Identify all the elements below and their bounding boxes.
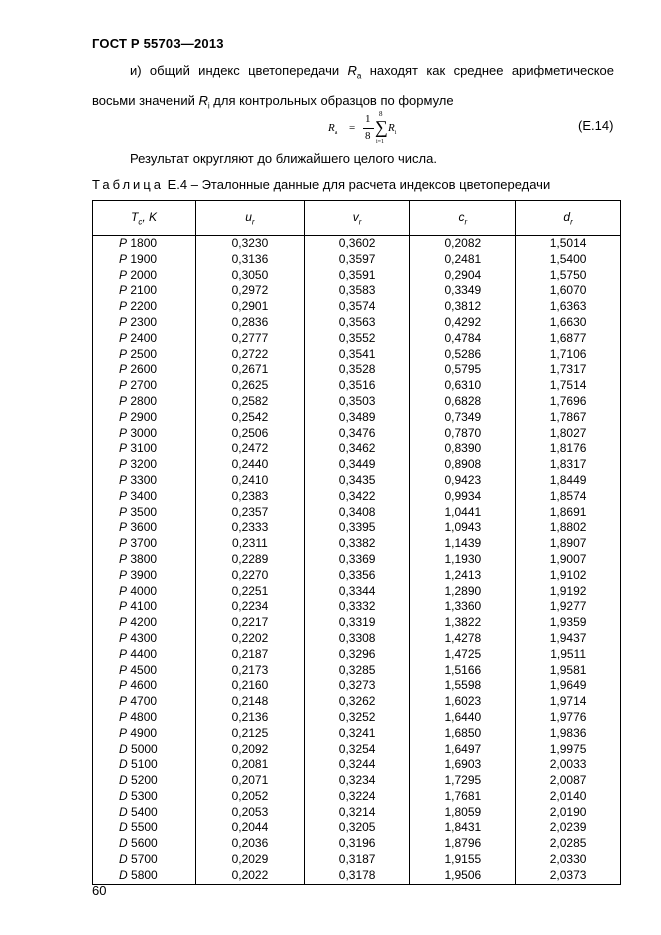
cell-v: 0,3369: [304, 552, 410, 568]
cell-c: 0,8908: [410, 457, 516, 473]
cell-temperature: D 5300: [93, 789, 196, 805]
cell-c: 0,4784: [410, 331, 516, 347]
cell-u: 0,2029: [196, 852, 305, 868]
cell-u: 0,2160: [196, 678, 305, 694]
table-row: [93, 647, 621, 663]
sum-lower-limit: i=1: [376, 139, 385, 145]
fraction-bar: [363, 128, 374, 129]
cell-c: 0,4292: [410, 315, 516, 331]
table-row: [93, 536, 621, 552]
formula-lhs: $R_a$: [328, 122, 338, 137]
table-row: [93, 520, 621, 536]
cell-v: 0,3187: [304, 852, 410, 868]
cell-v: 0,3285: [304, 663, 410, 679]
cell-temperature: P 4500: [93, 663, 196, 679]
table-row: [93, 552, 621, 568]
cell-u: 0,2052: [196, 789, 305, 805]
cell-temperature: P 3600: [93, 520, 196, 536]
table-row: [93, 757, 621, 773]
cell-c: 1,4278: [410, 631, 516, 647]
cell-v: 0,3489: [304, 410, 410, 426]
cell-u: 0,2777: [196, 331, 305, 347]
cell-v: 0,3214: [304, 805, 410, 821]
cell-d: 1,9277: [516, 599, 621, 615]
cell-temperature: P 2200: [93, 299, 196, 315]
cell-u: 0,2044: [196, 820, 305, 836]
table-row: [93, 836, 621, 852]
cell-c: 0,3349: [410, 283, 516, 299]
table-row: [93, 362, 621, 378]
table-header-row: [93, 201, 621, 236]
cell-temperature: P 4900: [93, 726, 196, 742]
cell-temperature: P 4700: [93, 694, 196, 710]
cell-u: 0,2092: [196, 742, 305, 758]
cell-c: 0,6828: [410, 394, 516, 410]
cell-temperature: P 1900: [93, 252, 196, 268]
table-row: [93, 505, 621, 521]
cell-u: 0,2187: [196, 647, 305, 663]
cell-c: 1,6903: [410, 757, 516, 773]
table-row: [93, 268, 621, 284]
table-row: [93, 631, 621, 647]
cell-v: 0,3382: [304, 536, 410, 552]
cell-v: 0,3178: [304, 868, 410, 884]
cell-temperature: P 3800: [93, 552, 196, 568]
cell-v: 0,3395: [304, 520, 410, 536]
cell-c: 0,7870: [410, 426, 516, 442]
cell-v: 0,3591: [304, 268, 410, 284]
cell-d: 2,0373: [516, 868, 621, 884]
cell-u: 0,2217: [196, 615, 305, 631]
cell-v: 0,3273: [304, 678, 410, 694]
cell-d: 2,0239: [516, 820, 621, 836]
cell-v: 0,3602: [304, 236, 410, 252]
cell-d: 1,6070: [516, 283, 621, 299]
cell-temperature: D 5200: [93, 773, 196, 789]
cell-v: 0,3552: [304, 331, 410, 347]
cell-v: 0,3449: [304, 457, 410, 473]
cell-c: 1,7681: [410, 789, 516, 805]
cell-temperature: P 3100: [93, 441, 196, 457]
cell-temperature: D 5600: [93, 836, 196, 852]
cell-v: 0,3503: [304, 394, 410, 410]
cell-u: 0,2722: [196, 347, 305, 363]
cell-temperature: P 4800: [93, 710, 196, 726]
cell-v: 0,3597: [304, 252, 410, 268]
cell-d: 1,7696: [516, 394, 621, 410]
table-row: [93, 663, 621, 679]
reference-data-table: [92, 200, 621, 885]
paragraph-part1: и) общий индекс цветопередачи: [130, 63, 348, 78]
column-header-0: $T_c$, K: [93, 201, 196, 236]
cell-temperature: D 5800: [93, 868, 196, 884]
cell-v: 0,3332: [304, 599, 410, 615]
cell-c: 1,5598: [410, 678, 516, 694]
cell-v: 0,3241: [304, 726, 410, 742]
cell-temperature: P 2600: [93, 362, 196, 378]
cell-c: 1,0943: [410, 520, 516, 536]
cell-temperature: P 2000: [93, 268, 196, 284]
cell-v: 0,3583: [304, 283, 410, 299]
cell-temperature: P 3200: [93, 457, 196, 473]
cell-u: 0,2440: [196, 457, 305, 473]
ra-subscript: a: [356, 71, 362, 81]
table-row: [93, 252, 621, 268]
cell-c: 1,6497: [410, 742, 516, 758]
cell-c: 1,0441: [410, 505, 516, 521]
cell-d: 1,8176: [516, 441, 621, 457]
cell-v: 0,3563: [304, 315, 410, 331]
table-row: [93, 378, 621, 394]
table-row: [93, 789, 621, 805]
cell-d: 2,0190: [516, 805, 621, 821]
cell-c: 0,2082: [410, 236, 516, 252]
cell-v: 0,3196: [304, 836, 410, 852]
sum-symbol: ∑: [375, 117, 388, 137]
cell-v: 0,3224: [304, 789, 410, 805]
cell-temperature: P 4100: [93, 599, 196, 615]
table-row: [93, 236, 621, 252]
cell-u: 0,2148: [196, 694, 305, 710]
page-number: 60: [92, 883, 107, 898]
cell-v: 0,3308: [304, 631, 410, 647]
cell-d: 2,0033: [516, 757, 621, 773]
cell-temperature: P 2900: [93, 410, 196, 426]
cell-v: 0,3296: [304, 647, 410, 663]
cell-u: 0,2173: [196, 663, 305, 679]
table-row: [93, 599, 621, 615]
table-row: [93, 410, 621, 426]
cell-v: 0,3516: [304, 378, 410, 394]
cell-v: 0,3254: [304, 742, 410, 758]
cell-u: 0,3050: [196, 268, 305, 284]
table-row: [93, 457, 621, 473]
column-header-4: $d_r$: [516, 201, 621, 236]
cell-u: 0,2383: [196, 489, 305, 505]
table-row: [93, 489, 621, 505]
cell-c: 1,3822: [410, 615, 516, 631]
cell-v: 0,3528: [304, 362, 410, 378]
cell-d: 1,9776: [516, 710, 621, 726]
cell-d: 2,0330: [516, 852, 621, 868]
table-row: [93, 315, 621, 331]
cell-c: 1,1930: [410, 552, 516, 568]
cell-c: 0,7349: [410, 410, 516, 426]
table-caption: [92, 177, 550, 192]
table-row: [93, 726, 621, 742]
cell-d: 1,7106: [516, 347, 621, 363]
cell-u: 0,2506: [196, 426, 305, 442]
cell-temperature: P 3900: [93, 568, 196, 584]
cell-c: 0,2481: [410, 252, 516, 268]
cell-c: 0,3812: [410, 299, 516, 315]
cell-d: 1,5400: [516, 252, 621, 268]
cell-u: 0,2289: [196, 552, 305, 568]
cell-d: 1,9511: [516, 647, 621, 663]
cell-u: 0,2251: [196, 584, 305, 600]
cell-v: 0,3234: [304, 773, 410, 789]
cell-c: 1,1439: [410, 536, 516, 552]
cell-u: 0,3230: [196, 236, 305, 252]
cell-c: 0,6310: [410, 378, 516, 394]
cell-temperature: P 4000: [93, 584, 196, 600]
cell-v: 0,3422: [304, 489, 410, 505]
table-row: [93, 441, 621, 457]
column-header-3: $c_r$: [410, 201, 516, 236]
cell-temperature: P 3300: [93, 473, 196, 489]
cell-temperature: P 2300: [93, 315, 196, 331]
cell-c: 1,8796: [410, 836, 516, 852]
cell-v: 0,3252: [304, 710, 410, 726]
cell-u: 0,2472: [196, 441, 305, 457]
cell-temperature: P 1800: [93, 236, 196, 252]
cell-temperature: P 2100: [93, 283, 196, 299]
cell-c: 1,8431: [410, 820, 516, 836]
cell-v: 0,3344: [304, 584, 410, 600]
sum-upper-limit: 8: [379, 110, 383, 118]
cell-u: 0,2081: [196, 757, 305, 773]
cell-d: 1,8317: [516, 457, 621, 473]
table-body: [93, 236, 621, 885]
cell-temperature: P 3700: [93, 536, 196, 552]
cell-d: 1,8574: [516, 489, 621, 505]
table-row: [93, 568, 621, 584]
cell-temperature: P 2500: [93, 347, 196, 363]
cell-temperature: P 4300: [93, 631, 196, 647]
cell-v: 0,3356: [304, 568, 410, 584]
table-row: [93, 331, 621, 347]
formula-denominator: 8: [365, 130, 371, 142]
table-row: [93, 426, 621, 442]
equation-number: (Е.14): [578, 118, 614, 133]
cell-v: 0,3462: [304, 441, 410, 457]
cell-d: 1,6363: [516, 299, 621, 315]
table-row: [93, 615, 621, 631]
cell-u: 0,2542: [196, 410, 305, 426]
cell-u: 0,2036: [196, 836, 305, 852]
table-row: [93, 394, 621, 410]
cell-temperature: P 2800: [93, 394, 196, 410]
cell-d: 1,6877: [516, 331, 621, 347]
paragraph-part2: находят как среднее арифметическое восьми значений: [92, 63, 614, 108]
cell-c: 0,9423: [410, 473, 516, 489]
cell-u: 0,2136: [196, 710, 305, 726]
result-text: Результат округляют до ближайшего целого числа.: [130, 151, 437, 166]
cell-c: 0,2904: [410, 268, 516, 284]
cell-c: 0,8390: [410, 441, 516, 457]
cell-c: 0,5795: [410, 362, 516, 378]
cell-v: 0,3408: [304, 505, 410, 521]
table-row: [93, 742, 621, 758]
cell-u: 0,2671: [196, 362, 305, 378]
table-row: [93, 473, 621, 489]
cell-u: 0,2270: [196, 568, 305, 584]
cell-d: 1,5750: [516, 268, 621, 284]
cell-c: 1,3360: [410, 599, 516, 615]
cell-d: 1,9192: [516, 584, 621, 600]
cell-u: 0,2410: [196, 473, 305, 489]
cell-temperature: P 2700: [93, 378, 196, 394]
cell-temperature: D 5100: [93, 757, 196, 773]
cell-c: 1,6440: [410, 710, 516, 726]
cell-v: 0,3319: [304, 615, 410, 631]
cell-v: 0,3435: [304, 473, 410, 489]
table-row: [93, 678, 621, 694]
cell-c: 1,6850: [410, 726, 516, 742]
cell-c: 1,6023: [410, 694, 516, 710]
ra-symbol: R: [347, 63, 357, 78]
cell-u: 0,2202: [196, 631, 305, 647]
formula-term: $R_i$: [388, 122, 397, 137]
formula-ra: [328, 108, 408, 154]
cell-d: 1,9836: [516, 726, 621, 742]
cell-v: 0,3574: [304, 299, 410, 315]
cell-u: 0,2125: [196, 726, 305, 742]
formula-numerator: 1: [365, 113, 371, 125]
cell-u: 0,2836: [196, 315, 305, 331]
cell-u: 0,2582: [196, 394, 305, 410]
cell-u: 0,2071: [196, 773, 305, 789]
cell-c: 1,5166: [410, 663, 516, 679]
cell-temperature: D 5000: [93, 742, 196, 758]
cell-temperature: P 3000: [93, 426, 196, 442]
cell-u: 0,2357: [196, 505, 305, 521]
cell-c: 1,4725: [410, 647, 516, 663]
cell-d: 1,9102: [516, 568, 621, 584]
cell-d: 1,8907: [516, 536, 621, 552]
column-header-1: $u_r$: [196, 201, 305, 236]
cell-d: 1,9359: [516, 615, 621, 631]
cell-d: 1,5014: [516, 236, 621, 252]
ri-subscript: i: [207, 101, 210, 111]
cell-d: 1,7317: [516, 362, 621, 378]
cell-u: 0,2972: [196, 283, 305, 299]
cell-u: 0,2311: [196, 536, 305, 552]
cell-d: 1,9007: [516, 552, 621, 568]
cell-d: 2,0285: [516, 836, 621, 852]
cell-d: 1,9437: [516, 631, 621, 647]
cell-d: 1,8027: [516, 426, 621, 442]
document-header: ГОСТ Р 55703—2013: [92, 36, 224, 51]
cell-c: 1,2890: [410, 584, 516, 600]
cell-d: 1,8449: [516, 473, 621, 489]
cell-d: 2,0087: [516, 773, 621, 789]
table-row: [93, 773, 621, 789]
cell-d: 1,6630: [516, 315, 621, 331]
cell-temperature: P 4200: [93, 615, 196, 631]
cell-v: 0,3541: [304, 347, 410, 363]
cell-temperature: P 3400: [93, 489, 196, 505]
cell-d: 2,0140: [516, 789, 621, 805]
table-row: [93, 805, 621, 821]
table-row: [93, 852, 621, 868]
cell-u: 0,2333: [196, 520, 305, 536]
cell-v: 0,3205: [304, 820, 410, 836]
table-row: [93, 299, 621, 315]
cell-temperature: P 4600: [93, 678, 196, 694]
cell-v: 0,3262: [304, 694, 410, 710]
cell-u: 0,2901: [196, 299, 305, 315]
formula-equals: =: [349, 122, 356, 134]
cell-temperature: D 5500: [93, 820, 196, 836]
cell-temperature: D 5400: [93, 805, 196, 821]
cell-c: 0,5286: [410, 347, 516, 363]
cell-temperature: P 2400: [93, 331, 196, 347]
cell-c: 1,2413: [410, 568, 516, 584]
paragraph-part3: для контрольных образцов по формуле: [209, 92, 454, 108]
cell-u: 0,2234: [196, 599, 305, 615]
table-row: [93, 694, 621, 710]
cell-v: 0,3244: [304, 757, 410, 773]
cell-v: 0,3476: [304, 426, 410, 442]
cell-d: 1,9581: [516, 663, 621, 679]
cell-c: 1,7295: [410, 773, 516, 789]
cell-d: 1,9649: [516, 678, 621, 694]
table-row: [93, 710, 621, 726]
table-row: [93, 283, 621, 299]
cell-d: 1,8691: [516, 505, 621, 521]
table-row: [93, 820, 621, 836]
cell-temperature: P 4400: [93, 647, 196, 663]
cell-d: 1,7514: [516, 378, 621, 394]
cell-temperature: D 5700: [93, 852, 196, 868]
table-caption-label: Таблица: [92, 177, 164, 192]
cell-c: 1,9506: [410, 868, 516, 884]
cell-u: 0,2053: [196, 805, 305, 821]
cell-c: 1,8059: [410, 805, 516, 821]
cell-d: 1,9975: [516, 742, 621, 758]
cell-c: 0,9934: [410, 489, 516, 505]
cell-u: 0,3136: [196, 252, 305, 268]
table-row: [93, 868, 621, 884]
cell-temperature: P 3500: [93, 505, 196, 521]
table-caption-text: Е.4 – Эталонные данные для расчета индексов цветопередачи: [163, 177, 551, 192]
cell-u: 0,2625: [196, 378, 305, 394]
cell-c: 1,9155: [410, 852, 516, 868]
cell-d: 1,8802: [516, 520, 621, 536]
column-header-2: $v_r$: [304, 201, 410, 236]
cell-u: 0,2022: [196, 868, 305, 884]
cell-d: 1,7867: [516, 410, 621, 426]
table-row: [93, 584, 621, 600]
cell-d: 1,9714: [516, 694, 621, 710]
table-row: [93, 347, 621, 363]
ri-symbol: R: [198, 92, 208, 108]
